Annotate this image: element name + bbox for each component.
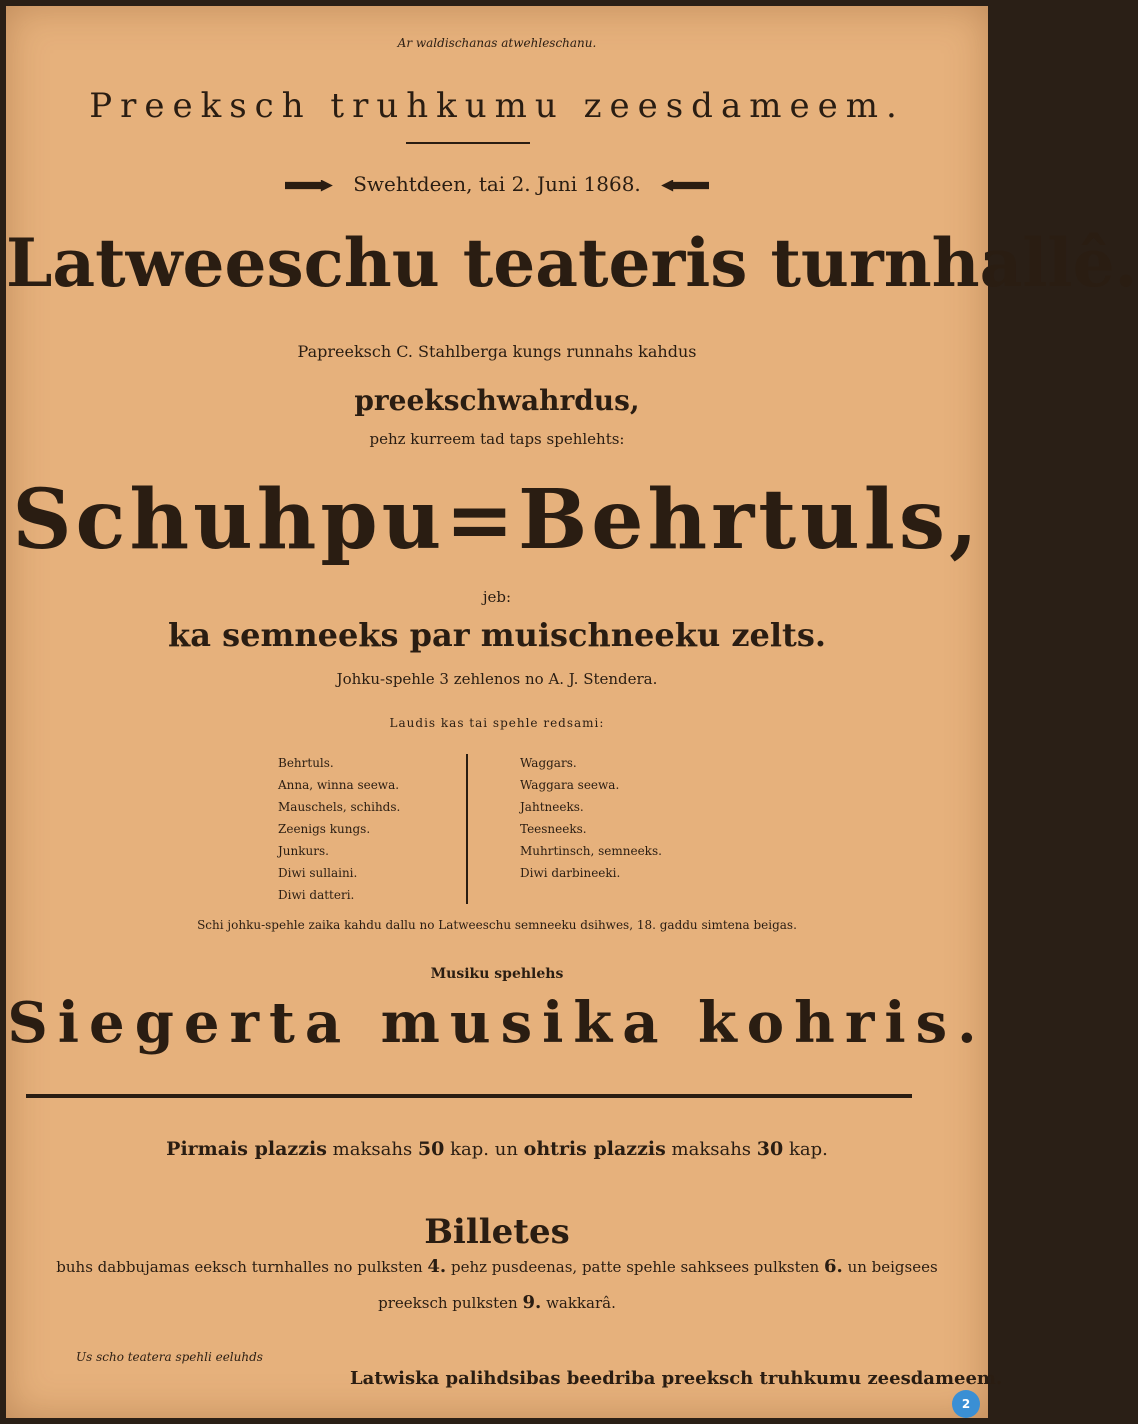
first-cost: 50: [417, 1138, 445, 1160]
cast-list-right: [520, 752, 662, 884]
cast-item: Junkurs.: [278, 844, 329, 858]
invitation-note: Us scho teatera spehli eeluhds: [76, 1350, 263, 1364]
price-joiner: un: [494, 1139, 518, 1160]
tickets-text-e: wakkarâ.: [546, 1294, 616, 1312]
tickets-hour-3: 9.: [522, 1292, 542, 1313]
organizer-signature: Latwiska palihdsibas beedriba preeksch truhkumu zeesdameem.: [350, 1368, 1003, 1389]
tickets-hour-2: 6.: [823, 1256, 843, 1277]
event-date: Swehtdeen, tai 2. Juni 1868.: [353, 172, 641, 196]
page-number-badge: 2: [952, 1390, 980, 1418]
first-cost-label: maksahs: [332, 1139, 413, 1160]
play-subtitle: ka semneeks par muischneeku zelts.: [168, 616, 826, 654]
top-note: Ar waldischanas atwehleschanu.: [397, 36, 597, 50]
poster: [6, 6, 1138, 1418]
tickets-text-b: pehz pusdeenas, patte spehle sahksees pulksten: [450, 1258, 820, 1276]
cast-item: Zeenigs kungs.: [278, 822, 371, 836]
cast-heading: Laudis kas tai spehle redsami:: [389, 716, 605, 730]
first-place-label: Pirmais plazzis: [166, 1138, 327, 1160]
pointing-hand-left-icon: [661, 180, 709, 192]
cast-item: Waggara seewa.: [520, 778, 620, 792]
cast-item: Mauschels, schihds.: [278, 800, 401, 814]
date-row: [6, 172, 988, 196]
music-intro: Musiku spehlehs: [430, 966, 564, 982]
play-info: Johku-spehle 3 zehlenos no A. J. Stendera.: [336, 670, 658, 688]
cast-item: Diwi darbineeki.: [520, 866, 621, 880]
tickets-text-a: buhs dabbujamas eeksch turnhalles no pulksten: [56, 1258, 423, 1276]
tickets-text-d: preeksch pulksten: [378, 1294, 518, 1312]
or-word: jeb:: [482, 588, 512, 606]
poster-heading: Preeksch truhkumu zeesdameem.: [89, 86, 905, 126]
cast-item: Jahtneeks.: [520, 800, 584, 814]
intro-line: Papreeksch C. Stahlberga kungs runnahs kahdus: [297, 342, 697, 361]
music-title: Siegerta musika kohris.: [7, 990, 987, 1056]
play-note: Schi johku-spehle zaika kahdu dallu no Latweeschu semneeku dsihwes, 18. gaddu simtena beigas.: [197, 918, 797, 932]
short-divider: [406, 142, 530, 144]
first-unit: kap.: [450, 1139, 489, 1160]
cast-item: Diwi sullaini.: [278, 866, 358, 880]
second-cost: 30: [756, 1138, 784, 1160]
tickets-line-1: [6, 1256, 988, 1277]
pointing-hand-right-icon: [285, 180, 333, 192]
intro-word: preekschwahrdus,: [354, 384, 640, 417]
cast-divider: [466, 754, 468, 904]
cast-item: Waggars.: [520, 756, 577, 770]
tickets-heading: Billetes: [424, 1212, 570, 1252]
second-unit: kap.: [788, 1139, 828, 1160]
tickets-text-c: un beigsees: [847, 1258, 938, 1276]
play-title: Schuhpu=Behrtuls,: [12, 472, 982, 568]
second-cost-label: maksahs: [671, 1139, 752, 1160]
tickets-hour-1: 4.: [427, 1256, 447, 1277]
price-row: [6, 1138, 988, 1160]
cast-list-left: [278, 752, 400, 906]
cast-item: Behrtuls.: [278, 756, 334, 770]
cast-item: Teesneeks.: [520, 822, 587, 836]
intro-after: pehz kurreem tad taps spehlehts:: [369, 430, 625, 448]
cast-item: Anna, winna seewa.: [278, 778, 400, 792]
cast-item: Muhrtinsch, semneeks.: [520, 844, 662, 858]
venue-title: Latweeschu teateris turnhallê.: [6, 224, 1138, 302]
tickets-line-2: [6, 1292, 988, 1313]
second-place-label: ohtris plazzis: [523, 1138, 666, 1160]
cast-item: Diwi datteri.: [278, 888, 355, 902]
long-divider: [26, 1094, 912, 1098]
